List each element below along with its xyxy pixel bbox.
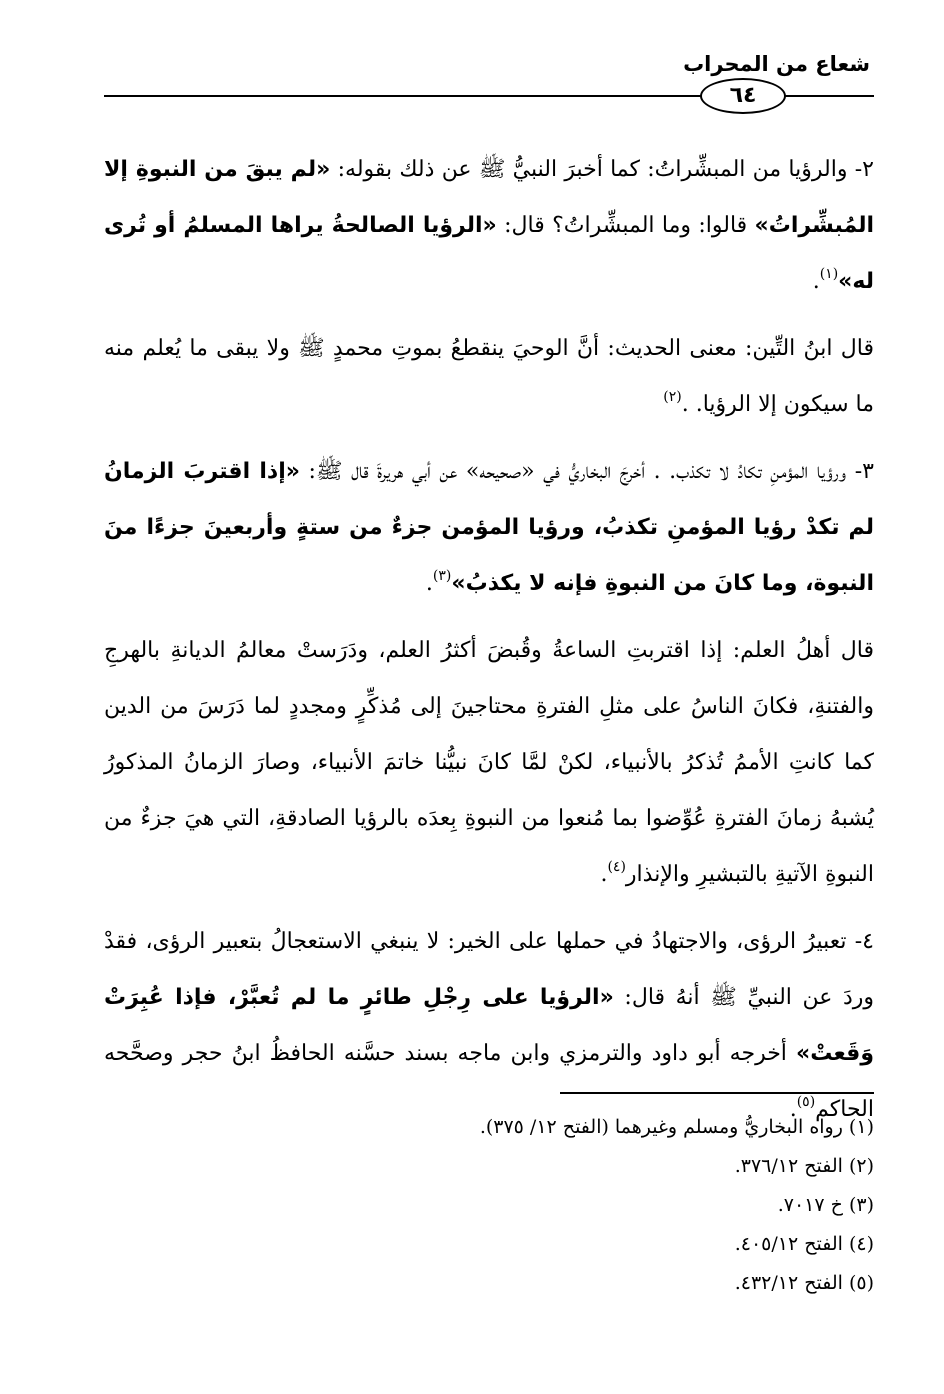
book-title: شعاع من المحراب [683,52,870,76]
footnotes [234,1108,874,1303]
paragraph-1-text: ٢- والرؤيا من المبشِّراتُ: كما أخبرَ النبيُّ ﷺ عن ذلك بقوله: [330,157,874,182]
paragraph-1-text-2: قالوا: وما المبشِّراتُ؟ قال: [496,213,755,238]
hadith-quote-1: «لم يبقَ من النبوةِ إلا المُبشِّراتُ» [104,157,874,238]
footnote-ref-5: (٥) [796,1094,816,1110]
paragraph-4 [104,623,874,905]
paragraph-5-end: . [789,1097,797,1122]
paragraph-1 [104,142,874,312]
paragraph-3-end: . [425,571,433,596]
main-text [104,142,874,1149]
paragraph-5-text-2: أخرجه أبو داود والترمزي وابن ماجه بسند حسَّنه الحافظُ ابنُ حجر وصحَّحه الحاكم [104,1041,874,1122]
hadith-quote-4: «الرؤيا على رِجْلِ طائرٍ ما لم تُعبَّرْ، فإذا عُبِرَتْ وَقَعتْ» [104,985,874,1066]
paragraph-2-text: قال ابنُ التِّين: معنى الحديث: أنَّ الوحيَ ينقطعُ بموتِ محمدٍ ﷺ ولا يبقى ما يُعلم منه ما سيكون إلا الرؤيا. . [104,336,874,417]
footnote-2: (٢) الفتح ٣٧٦/١٢. [734,1155,874,1177]
paragraph-1-end: . [812,269,820,294]
footnote-1: (١) رواه البخاريُّ ومسلم وغيرهما (الفتح ١٢/ ٣٧٥). [479,1116,874,1138]
footnote-5: (٥) الفتح ٤٣٢/١٢. [734,1272,874,1294]
paragraph-2 [104,321,874,435]
footnote-ref-4: (٤) [607,859,626,875]
hadith-quote-2: «الرؤيا الصالحةُ يراها المسلمُ أو تُرى له» [104,213,874,294]
paragraph-3 [104,444,874,614]
paragraph-5 [104,914,874,1140]
footnote-4: (٤) الفتح ٤٠٥/١٢. [734,1233,874,1255]
paragraph-4-end: . [600,862,608,887]
paragraph-5-text: ٤- تعبيرُ الرؤى، والاجتهادُ في حملها على الخير: لا ينبغي الاستعجالُ بتعبير الرؤى، فقدْ وردَ عن النبيِّ ﷺ أنهُ قال: [104,929,875,1010]
page-number: ٦٤ [700,78,786,114]
paragraph-3-text: ٣- ورؤيا المؤمنِ تكادُ لا تكذب. . أخرجَ البخاريُّ في «صحيحه» عن أبي هريرةَ قال ﷺ: [299,459,874,484]
footnote-ref-1: (١) [819,266,839,282]
paragraph-4-text: قال أهلُ العلم: إذا اقتربتِ الساعةُ وقُبضَ أكثرُ العلم، ودَرَستْ معالمُ الديانةِ بالهرجِ والفتنةِ، فكانَ الناسُ على مثلِ الفترةِ محتاجينَ إلى مُذكِّرٍ ومجددٍ لما دَرَسَ من الدين كما كانتِ الأممُ تُذكرُ بالأنبياء، لكنْ لمَّا كانَ نبيُّنا خاتمَ الأنبياء، وصارَ الزمانُ المذكورُ يُشبهُ زمانَ الفترةِ عُوِّضوا بما مُنعوا من النبوةِ بِعدَه بالرؤيا الصادقةِ، التي هيَ جزءٌ من النبوةِ الآتيةِ بالتبشيرِ والإنذار [104,638,874,887]
footnote-3: (٣) خ ٧٠١٧. [777,1194,874,1216]
footnote-ref-3: (٣) [432,568,452,584]
hadith-quote-3: «إذا اقتربَ الزمانُ لم تكدْ رؤيا المؤمنِ تكذبُ، ورؤيا المؤمن جزءٌ من ستةٍ وأربعينَ جزءًا منَ النبوة، وما كانَ من النبوةِ فإنه لا يكذبُ» [104,459,874,596]
footnote-ref-2: (٢) [663,389,682,405]
footnote-rule [560,1092,874,1094]
